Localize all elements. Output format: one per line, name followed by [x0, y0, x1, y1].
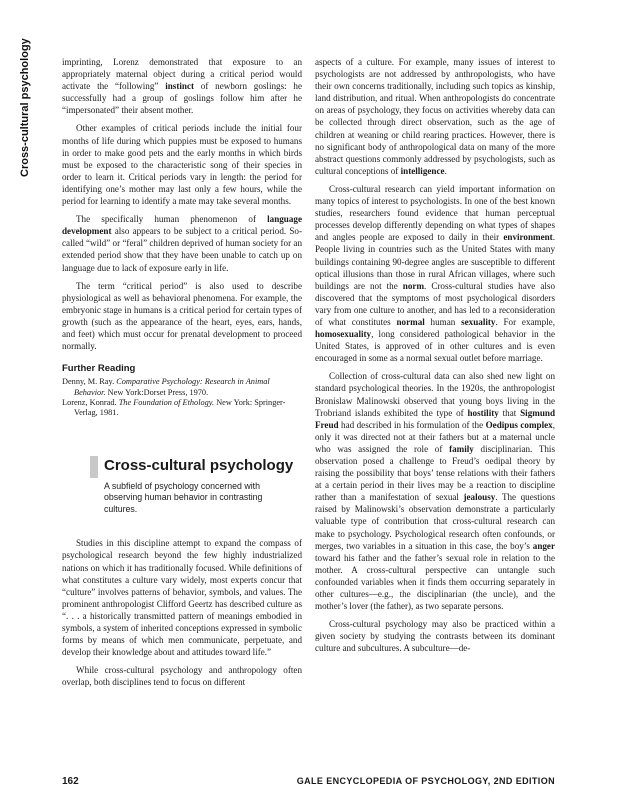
- left-column: [62, 56, 302, 689]
- paragraph: imprinting, Lorenz demonstrated that exposure to an appropriately maternal object during a critical period would activate the “following” instinct of newborn goslings: he successfully had a group of goslings follow him after he “impersonated” their absent mother.: [62, 57, 303, 116]
- reference-author: Denny, M. Ray.: [62, 377, 115, 387]
- paragraph: While cross-cultural psychology and anthropology often overlap, both disciplines tend to focus on different: [62, 665, 302, 688]
- reference-item: [62, 377, 302, 398]
- paragraph: Collection of cross-cultural data can also shed new light on standard psychological theories. In the 1920s, the anthropologist Bronislaw Malinowski observed that young boys living in the Trobriand islands exhibited the type of hostility that Sigmund Freud had described in his formulation of the Oedipus complex, only it was directed not at their fathers but at a maternal uncle who was assigned the role of family disciplinarian. This observation posed a challenge to Freud’s oedipal theory by raising the possibility that boys’ tense relations with their fathers at a certain period in their lives may be a reaction to discipline rather than a manifestation of sexual jealousy. The questions raised by Malinowski’s observation demonstrate a particularly valuable type of contribution that cross-cultural research can make to psychology. Psychological research often confounds, or merges, two variables in a situation in this case, the boy’s anger toward his father and the father’s sexual role in relation to the mother. A cross-cultural perspective can untangle such confounded variables when it finds them occurring separately in other cultures—e.g., the disciplinarian (the uncle), and the mother’s lover (the father), as two separate persons.: [315, 371, 556, 612]
- page-number: 162: [62, 776, 79, 787]
- entry-header: [62, 455, 302, 516]
- side-label-text: Cross-cultural psychology: [19, 38, 31, 177]
- entry-title: Cross-cultural psychology: [104, 456, 294, 474]
- paragraph: Studies in this discipline attempt to expand the compass of psychological research beyond the few highly industrialized nations on which it has traditionally focused. While definitions of what constitutes a culture vary widely, most experts concur that “culture” involves patterns of behavior, symbols, and values. The prominent anthropologist Clifford Geertz has described culture as “. . . a historically transmitted pattern of meanings embodied in symbols, a system of inherited conceptions expressed in symbolic forms by means of which men communicate, perpetuate, and develop their knowledge about and attitudes toward life.”: [62, 538, 302, 658]
- paragraph: The specifically human phenomenon of language development also appears to be subject to a critical period. So-called “wild” or “feral” children deprived of human society for an extended period show that they have been unable to catch up on language due to lack of exposure early in life.: [62, 214, 302, 273]
- entry-definition: A subfield of psychology concerned with observing human behavior in contrasting cultures.: [104, 480, 263, 514]
- running-footer-title: GALE ENCYCLOPEDIA OF PSYCHOLOGY, 2ND EDITION: [296, 776, 555, 786]
- reference-title: The Foundation of Ethology.: [118, 398, 215, 408]
- right-column: [315, 56, 555, 655]
- reference-author: Lorenz, Konrad.: [62, 398, 117, 408]
- paragraph: Cross-cultural research can yield important information on many topics of interest to psychologists. In one of the best known studies, researchers found evidence that human perceptual processes develop differently depending on what types of shapes and angles people are exposed to daily in their environment. People living in countries such as the United States with many buildings containing 90-degree angles are susceptible to different optical illusions than those in rural African villages, where such buildings are not the norm. Cross-cultural studies have also discovered that the symptoms of most psychological disorders vary from one culture to another, and has led to a reconsideration of what constitutes normal human sexuality. For example, homosexuality, long considered pathological behavior in the United States, is approved of in other cultures and is even encouraged in some as a normal sexual outlet before marriage.: [315, 183, 555, 364]
- further-reading-heading: Further Reading: [62, 363, 136, 375]
- paragraph: aspects of a culture. For example, many issues of interest to psychologists are not addressed by anthropologists, who have their own concerns traditionally, including such topics as kinship, land distribution, and ritual. When anthropologists do concentrate on areas of psychology, they focus on activities whereby data can be collected through direct observation, such as the age of children at weaning or child rearing practices. However, there is no significant body of anthropological data on many of the more abstract questions commonly addressed by psychologists, such as cultural conceptions of intelligence.: [315, 57, 555, 176]
- reference-publisher: New York: Springer-Verlag, 1981.: [74, 398, 286, 418]
- paragraph: Cross-cultural psychology may also be practiced within a given society by studying the contrasts between its dominant culture and subcultures. A subculture—de-: [315, 619, 555, 654]
- running-side-label: [17, 38, 37, 177]
- reference-item: [62, 398, 302, 419]
- reference-title: Comparative Psychology: Research in Animal Behavior.: [74, 377, 270, 397]
- paragraph: Other examples of critical periods include the initial four months of life during which puppies must be exposed to humans in order to make good pets and the early months in which birds must be exposed to the characteristic song of their species in order to learn it. Critical periods vary in length: the period for identifying one’s mother may last only a few hours, while the period for learning to identify a mate may take several months.: [62, 123, 302, 207]
- paragraph: The term “critical period” is also used to describe physiological as well as behavioral phenomena. For example, the embryonic stage in humans is a critical period for certain types of growth (such as the appearance of the heart, eyes, ears, hands, and feet) which must occur for prenatal development to proceed normally.: [62, 280, 302, 352]
- entry-marker-bar: [90, 456, 98, 478]
- reference-publisher: New York:Dorset Press, 1970.: [107, 387, 209, 397]
